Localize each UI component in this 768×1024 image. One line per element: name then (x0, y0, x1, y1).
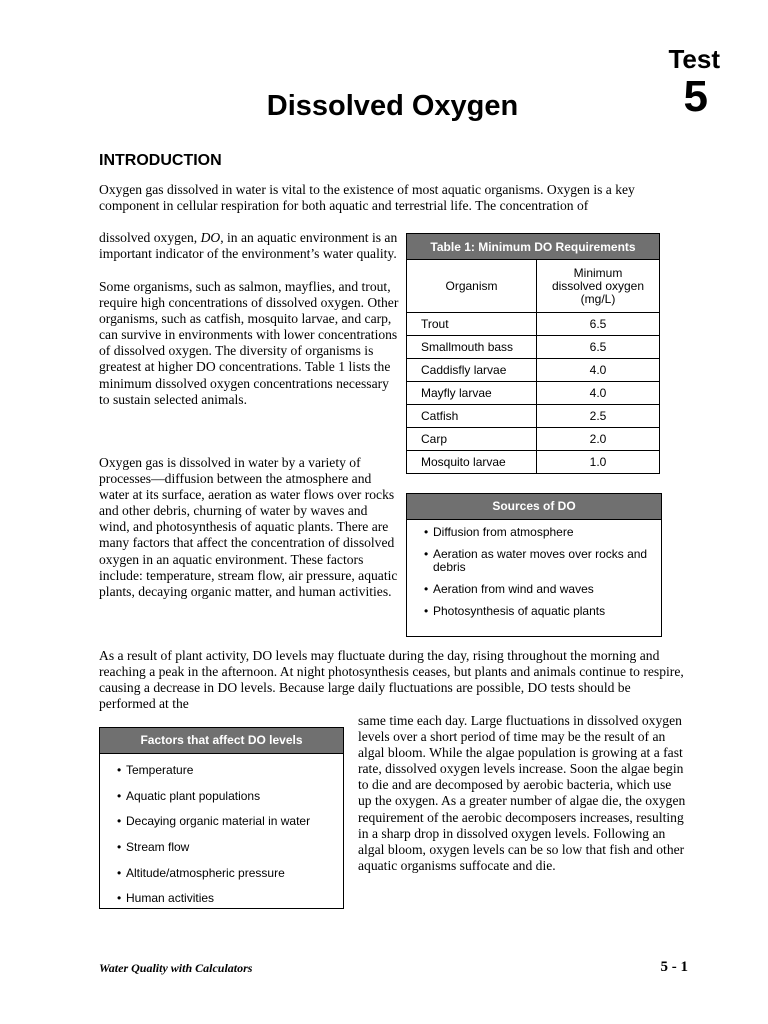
list-item: • Aeration as water moves over rocks and debris (407, 548, 661, 574)
do-requirements-table (406, 233, 660, 474)
test-label: Test (668, 44, 720, 74)
page-number: 5 - 1 (660, 959, 688, 975)
paragraph-4-continued: same time each day. Large fluctuations in dissolved oxygen levels over a short period of time may be the result of an algal bloom. While the algae population is growing at a fast rate, dissolved oxygen levels increase. Soon the algae begin to die and are decomposed by aerobic bacteria, which use up the oxygen. As a greater number of algae die, the oxygen requirement of the aerobic decomposers increases, resulting in a sharp drop in dissolved oxygen levels. Following an algal bloom, oxygen levels can be so low that fish and other aquatic organisms suffocate and die. (358, 713, 686, 873)
section-heading-introduction: INTRODUCTION (99, 152, 222, 169)
column-header-organism: Organism (407, 260, 537, 313)
table-row: Carp 2.0 (407, 428, 660, 451)
factors-box-title: Factors that affect DO levels (100, 728, 343, 754)
table-row: Catfish 2.5 (407, 405, 660, 428)
list-item: • Photosynthesis of aquatic plants (407, 605, 661, 618)
table-row: Smallmouth bass 6.5 (407, 336, 660, 359)
test-number: 5 (683, 72, 708, 121)
list-item: • Stream flow (100, 835, 343, 861)
paragraph-1-continued (99, 230, 399, 262)
sources-box-title: Sources of DO (407, 494, 661, 520)
page-title: Dissolved Oxygen (266, 90, 519, 122)
list-item: • Aquatic plant populations (100, 784, 343, 810)
list-item: • Decaying organic material in water (100, 809, 343, 835)
table-row: Mosquito larvae 1.0 (407, 451, 660, 474)
paragraph-1: Oxygen gas dissolved in water is vital to the existence of most aquatic organisms. Oxygen is a key component in cellular respiration for both aquatic and terrestrial life. The concentration of (99, 182, 635, 214)
table-title: Table 1: Minimum DO Requirements (407, 234, 660, 260)
paragraph-2: Some organisms, such as salmon, mayflies, and trout, require high concentrations of dissolved oxygen. Other organisms, such as catfish, mosquito larvae, and carp, can survive in environments with lower concentrations of dissolved oxygen. The diversity of organisms is greatest at higher DO concentrations. Table 1 lists the minimum dissolved oxygen concentrations necessary to sustain selected animals. (99, 279, 399, 407)
list-item: • Human activities (100, 886, 343, 912)
column-header-minimum-do: Minimum dissolved oxygen (mg/L) (537, 260, 660, 313)
factors-affect-do-box (99, 727, 344, 909)
paragraph-1-text-a: dissolved oxygen, (99, 230, 201, 245)
table-row: Caddisfly larvae 4.0 (407, 359, 660, 382)
list-item: • Altitude/atmospheric pressure (100, 861, 343, 887)
table-row: Trout 6.5 (407, 313, 660, 336)
sources-of-do-box (406, 493, 662, 637)
do-abbreviation: DO (200, 230, 221, 245)
paragraph-4: As a result of plant activity, DO levels may fluctuate during the day, rising throughout the morning and reaching a peak in the afternoon. At night photosynthesis ceases, but plants and animals continue to respire, causing a decrease in DO levels. Because large daily fluctuations are possible, DO tests should be performed at the (99, 648, 684, 712)
list-item: • Aeration from wind and waves (407, 583, 661, 596)
list-item: • Temperature (100, 758, 343, 784)
paragraph-3: Oxygen gas is dissolved in water by a variety of processes—diffusion between the atmosphere and water at its surface, aeration as water flows over rocks and other debris, churning of water by waves and wind, and photosynthesis of aquatic plants. There are many factors that affect the concentration of dissolved oxygen in an aquatic environment. These factors include: temperature, stream flow, air pressure, aquatic plants, decaying organic matter, and human activities. (99, 455, 398, 599)
list-item: • Diffusion from atmosphere (407, 526, 661, 539)
footer-book-title: Water Quality with Calculators (99, 961, 253, 975)
table-row: Mayfly larvae 4.0 (407, 382, 660, 405)
paragraph-1-text-b: , in an aquatic environment is an important indicator of the environment’s water quality. (99, 230, 398, 262)
